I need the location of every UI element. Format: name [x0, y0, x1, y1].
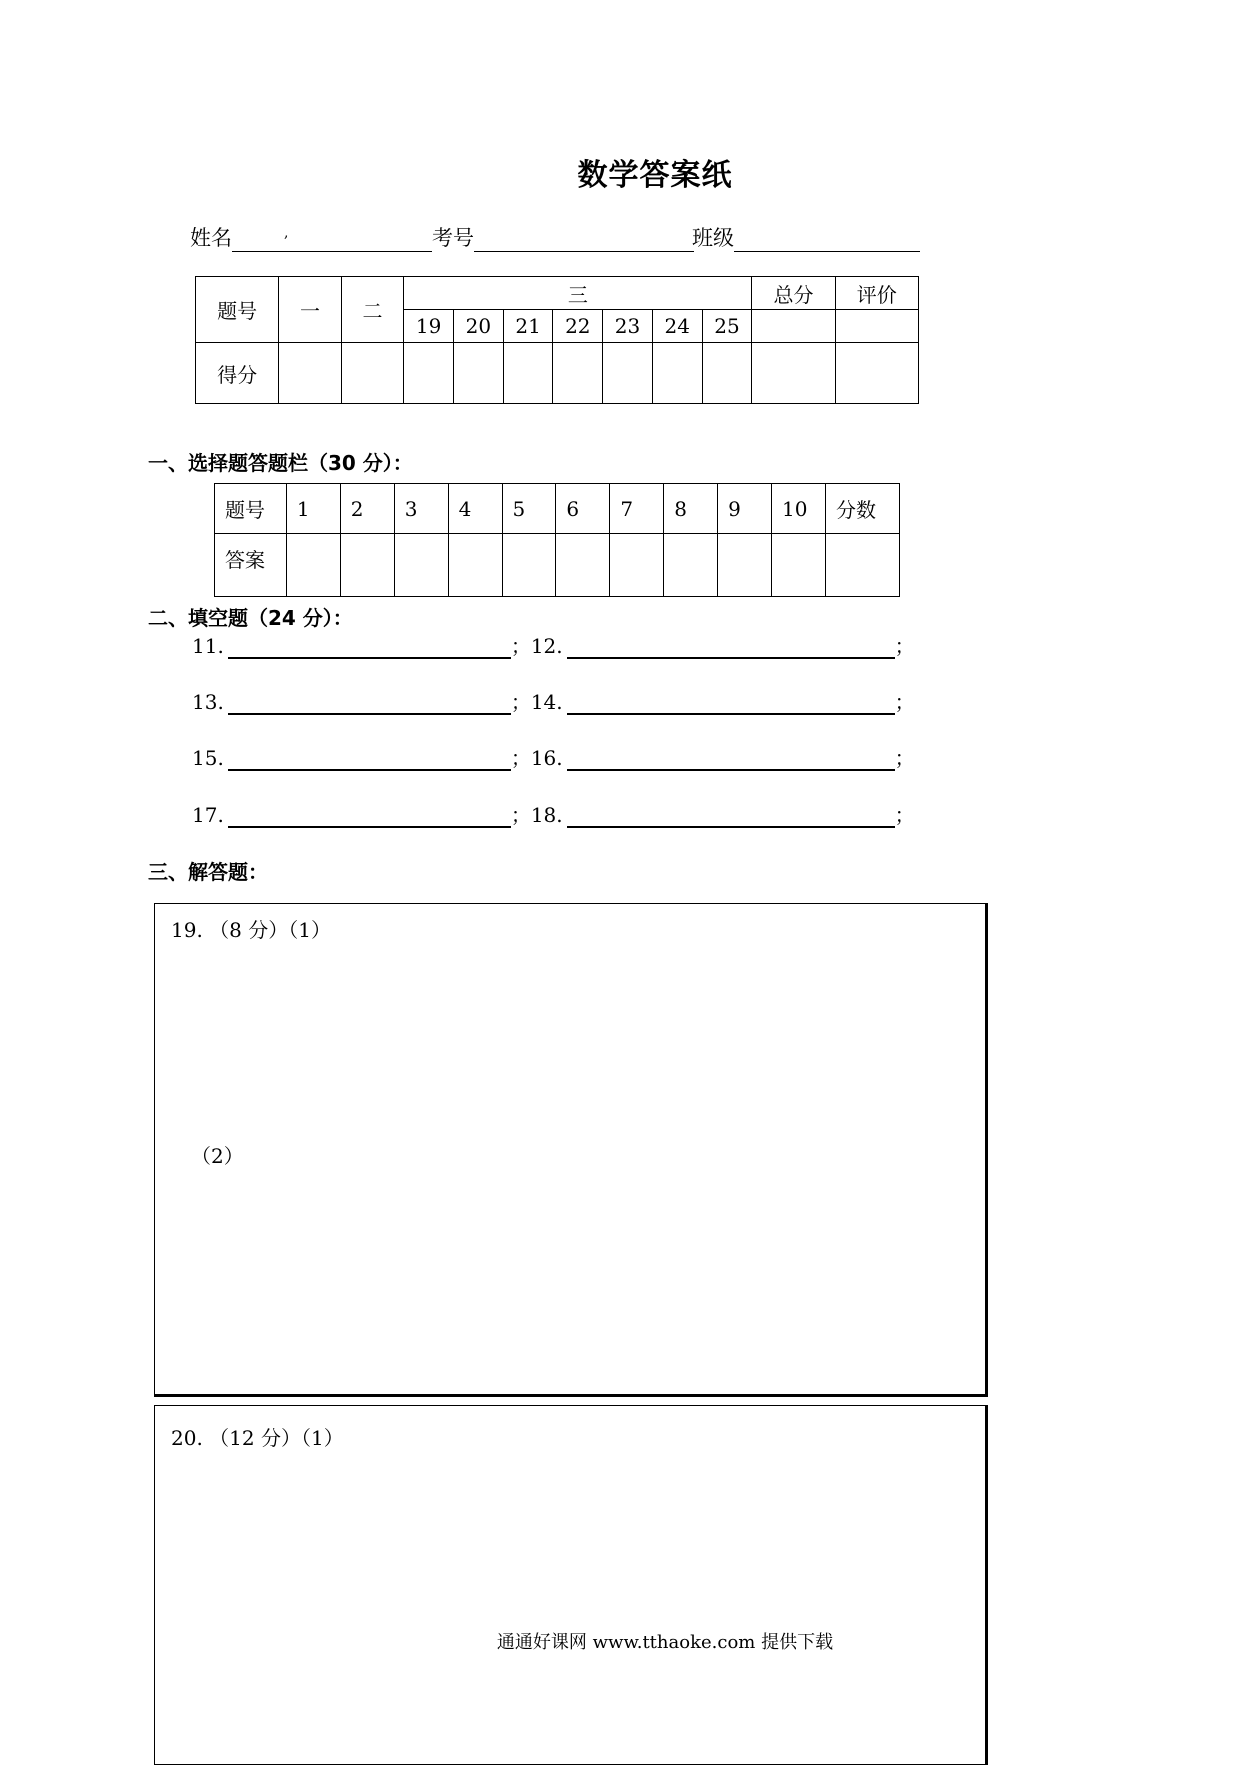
- choice-num-9: 9: [718, 484, 772, 534]
- fill-label-18: 18.: [530, 803, 563, 827]
- score-cell[interactable]: [835, 343, 918, 404]
- choice-num-2: 2: [340, 484, 394, 534]
- section3-heading: 三、解答题：: [148, 860, 268, 884]
- q19-part2-label: （2）: [191, 1144, 244, 1168]
- answer-box-q19[interactable]: [154, 903, 988, 1397]
- page-title: 数学答案纸: [577, 158, 733, 193]
- choice-answer-cell[interactable]: [340, 534, 394, 597]
- fill-separator: ；: [894, 634, 915, 658]
- choice-qno-label: 题号: [215, 484, 287, 534]
- score-row-label: 得分: [196, 343, 279, 404]
- choice-answer-cell[interactable]: [286, 534, 340, 597]
- score-col-one: 一: [279, 277, 342, 343]
- score-col-three: 三: [404, 277, 752, 310]
- fill-separator: ；: [894, 690, 915, 714]
- class-group: [692, 222, 920, 252]
- score-sub-22: 22: [553, 310, 603, 343]
- fill-label-15: 15.: [192, 746, 224, 770]
- score-cell[interactable]: [454, 343, 504, 404]
- choice-score-cell[interactable]: [825, 534, 899, 597]
- score-cell[interactable]: [752, 343, 835, 404]
- choice-score-col: 分数: [825, 484, 899, 534]
- choice-answer-cell[interactable]: [610, 534, 664, 597]
- choice-answer-table: [214, 483, 900, 597]
- score-sub-21: 21: [503, 310, 553, 343]
- score-col-total: 总分: [752, 277, 835, 310]
- name-field[interactable]: [232, 227, 432, 252]
- fill-blank-11[interactable]: [228, 635, 511, 659]
- score-sub-20: 20: [454, 310, 504, 343]
- choice-answer-cell[interactable]: [556, 534, 610, 597]
- q19-label: 19. （8 分）（1）: [171, 918, 331, 942]
- score-cell[interactable]: [553, 343, 603, 404]
- fill-separator: ；: [510, 803, 531, 827]
- score-cell[interactable]: [603, 343, 653, 404]
- score-sub-24: 24: [652, 310, 702, 343]
- fill-label-17: 17.: [192, 803, 224, 827]
- fill-blank-17[interactable]: [228, 804, 511, 828]
- choice-num-3: 3: [394, 484, 448, 534]
- choice-answer-cell[interactable]: [718, 534, 772, 597]
- exam-no-field[interactable]: [474, 227, 694, 252]
- fill-blank-16[interactable]: [567, 747, 895, 771]
- choice-num-1: 1: [286, 484, 340, 534]
- name-label: 姓名: [190, 226, 232, 250]
- class-field[interactable]: [734, 227, 920, 252]
- score-sub-19: 19: [404, 310, 454, 343]
- choice-answer-cell[interactable]: [502, 534, 556, 597]
- section1-heading: 一、选择题答题栏（30 分）：: [148, 451, 413, 475]
- fill-label-12: 12.: [530, 634, 563, 658]
- score-cell[interactable]: [652, 343, 702, 404]
- choice-num-5: 5: [502, 484, 556, 534]
- score-eval-blank: [835, 310, 918, 343]
- fill-blank-15[interactable]: [228, 747, 511, 771]
- score-cell[interactable]: [404, 343, 454, 404]
- footer-source-text: 通通好课网 www.tthaoke.com 提供下载: [496, 1632, 834, 1653]
- name-mark: ,: [284, 225, 289, 241]
- fill-blank-14[interactable]: [567, 691, 895, 715]
- student-info-row: [190, 222, 432, 252]
- choice-answer-cell[interactable]: [664, 534, 718, 597]
- fill-separator: ；: [510, 634, 531, 658]
- choice-answer-label: 答案: [215, 534, 287, 597]
- fill-blank-18[interactable]: [567, 804, 895, 828]
- fill-item: [192, 742, 915, 771]
- fill-item: [192, 630, 915, 659]
- choice-num-6: 6: [556, 484, 610, 534]
- score-header-qno: 题号: [196, 277, 279, 343]
- fill-label-11: 11.: [192, 634, 224, 658]
- score-col-two: 二: [341, 277, 404, 343]
- score-cell[interactable]: [503, 343, 553, 404]
- fill-separator: ；: [894, 803, 915, 827]
- class-label: 班级: [692, 226, 734, 250]
- fill-label-13: 13.: [192, 690, 224, 714]
- score-sub-23: 23: [603, 310, 653, 343]
- choice-num-8: 8: [664, 484, 718, 534]
- score-table: [195, 276, 919, 404]
- score-cell[interactable]: [279, 343, 342, 404]
- choice-num-4: 4: [448, 484, 502, 534]
- choice-answer-cell[interactable]: [448, 534, 502, 597]
- score-sub-25: 25: [702, 310, 752, 343]
- fill-label-14: 14.: [530, 690, 563, 714]
- choice-answer-cell[interactable]: [394, 534, 448, 597]
- fill-label-16: 16.: [530, 746, 563, 770]
- fill-item: [192, 686, 915, 715]
- section2-heading: 二、填空题（24 分）：: [148, 606, 353, 630]
- fill-blank-12[interactable]: [567, 635, 895, 659]
- choice-num-10: 10: [772, 484, 826, 534]
- fill-separator: ；: [894, 746, 915, 770]
- exam-no-label: 考号: [432, 226, 474, 250]
- fill-blank-13[interactable]: [228, 691, 511, 715]
- exam-no-group: [432, 222, 694, 252]
- fill-item: [192, 799, 915, 828]
- score-cell[interactable]: [702, 343, 752, 404]
- fill-separator: ；: [510, 746, 531, 770]
- q20-label: 20. （12 分）（1）: [171, 1426, 344, 1450]
- score-cell[interactable]: [341, 343, 404, 404]
- fill-separator: ；: [510, 690, 531, 714]
- choice-answer-cell[interactable]: [772, 534, 826, 597]
- answer-box-q20[interactable]: [154, 1405, 988, 1765]
- score-col-eval: 评价: [835, 277, 918, 310]
- choice-num-7: 7: [610, 484, 664, 534]
- score-total-blank: [752, 310, 835, 343]
